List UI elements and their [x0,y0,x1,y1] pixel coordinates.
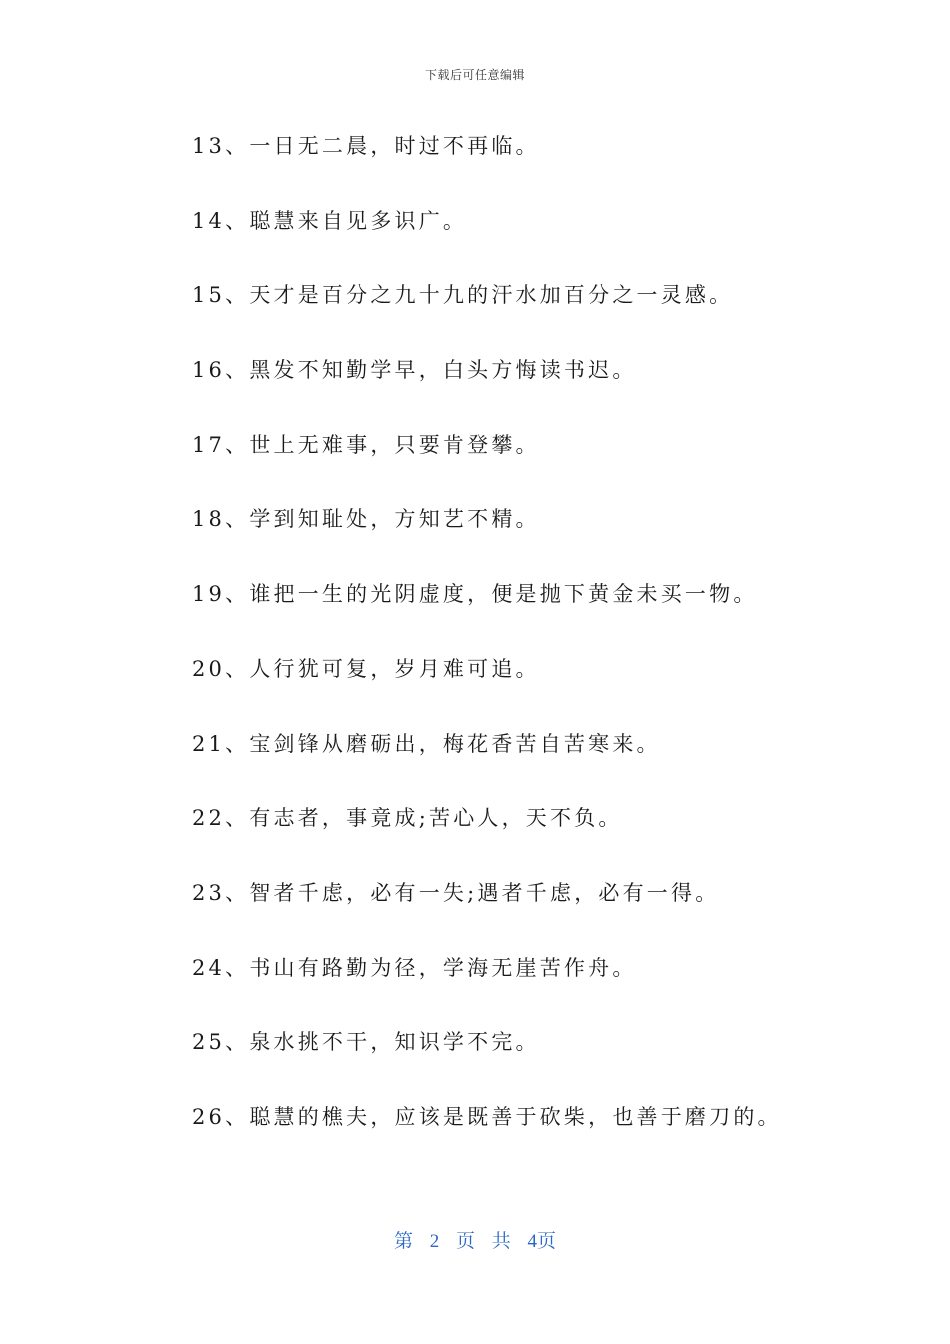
list-item: 19、谁把一生的光阴虚度，便是抛下黄金未买一物。 [192,582,758,607]
list-item: 24、书山有路勤为径，学海无崖苦作舟。 [192,955,637,980]
list-item: 17、世上无难事，只要肯登攀。 [192,432,540,457]
list-item: 21、宝剑锋从磨砺出，梅花香苦自苦寒来。 [192,731,661,756]
footer-page-number: 2 [429,1231,440,1252]
list-item: 25、泉水挑不干，知识学不完。 [192,1030,540,1055]
list-item: 20、人行犹可复，岁月难可追。 [192,656,540,681]
list-item: 15、天才是百分之九十九的汗水加百分之一灵感。 [192,283,734,308]
list-item: 14、聪慧来自见多识广。 [192,208,468,233]
footer-di: 第 [393,1231,413,1252]
footer-ye: 页 [455,1231,475,1252]
list-item: 22、有志者，事竟成;苦心人，天不负。 [192,806,623,831]
footer-gong: 共 [491,1231,511,1252]
list-item: 13、一日无二晨，时过不再临。 [192,134,540,158]
list-item: 16、黑发不知勤学早，白头方悔读书迟。 [192,358,637,383]
footer-total: 4页 [527,1231,557,1252]
content-list [192,130,912,1176]
list-item: 18、学到知耻处，方知艺不精。 [192,507,540,532]
list-item: 23、智者千虑，必有一失;遇者千虑，必有一得。 [192,880,720,905]
list-item: 26、聪慧的樵夫，应该是既善于砍柴，也善于磨刀的。 [192,1104,782,1129]
page-footer [0,1226,950,1253]
page-header: 下载后可任意编辑 [424,68,525,82]
